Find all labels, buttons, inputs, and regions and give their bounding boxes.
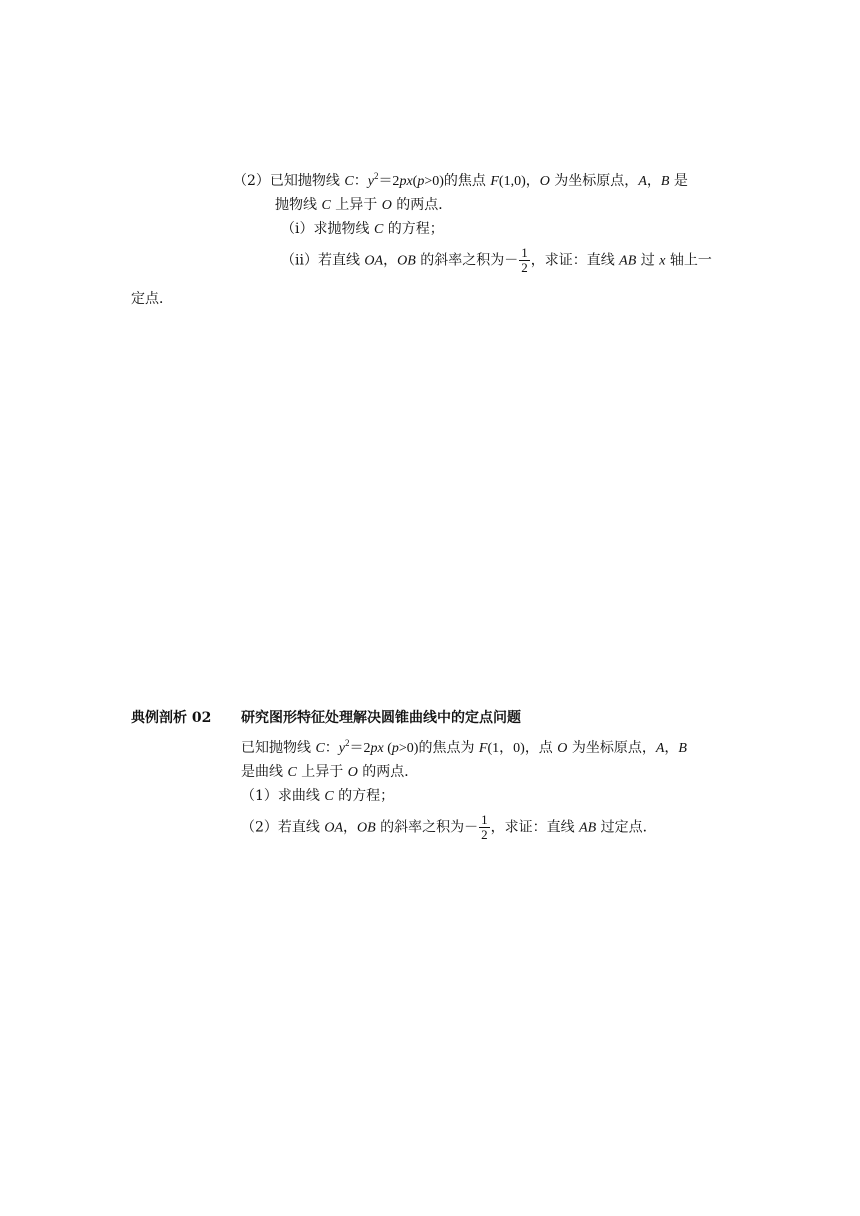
example-line-1: 已知抛物线 C：$y^2=2px$ (p>0)的焦点为 F(1，0)，点 O 为坐标原点，A，B [241,738,687,756]
q2-subpart-ii: （ⅱ）若直线 OA，OB 的斜率之积为－ $\frac{1}{2}$ ，求证：直线 AB 过 x 轴上一 [281,245,712,275]
subpart-i-number: （ⅰ） [281,221,314,237]
part-2-number: （2） [241,819,278,836]
example-line-2: 是曲线 C 上异于 O 的两点． [241,764,419,780]
part-1-number: （1） [241,788,278,804]
q2-line-2: 抛物线 C 上异于 O 的两点． [275,197,453,213]
q2-line-1: （2）已知抛物线 C：$y^2=2px(p>0)$的焦点 F(1,0)，O 为坐标原点，A，B 是 [233,171,688,189]
example-part-2: （2）若直线 OA，OB 的斜率之积为－ $\frac{1}{2}$ ，求证：直线 AB 过定点． [241,812,657,842]
fraction-one-half: $\frac{1}{2}$ [481,812,488,842]
fraction-one-half: $\frac{1}{2}$ [521,245,528,275]
subpart-ii-number: （ⅱ） [281,252,318,269]
q2-subpart-i: （ⅰ）求抛物线 C 的方程； [281,221,444,237]
example-label: 典例剖析 02 [131,710,212,726]
q2-number: （2） [233,173,270,189]
example-part-1: （1）求曲线 C 的方程； [241,788,395,804]
q2-continuation: 定点． [131,291,173,307]
example-title: 研究图形特征处理解决圆锥曲线中的定点问题 [241,710,521,726]
